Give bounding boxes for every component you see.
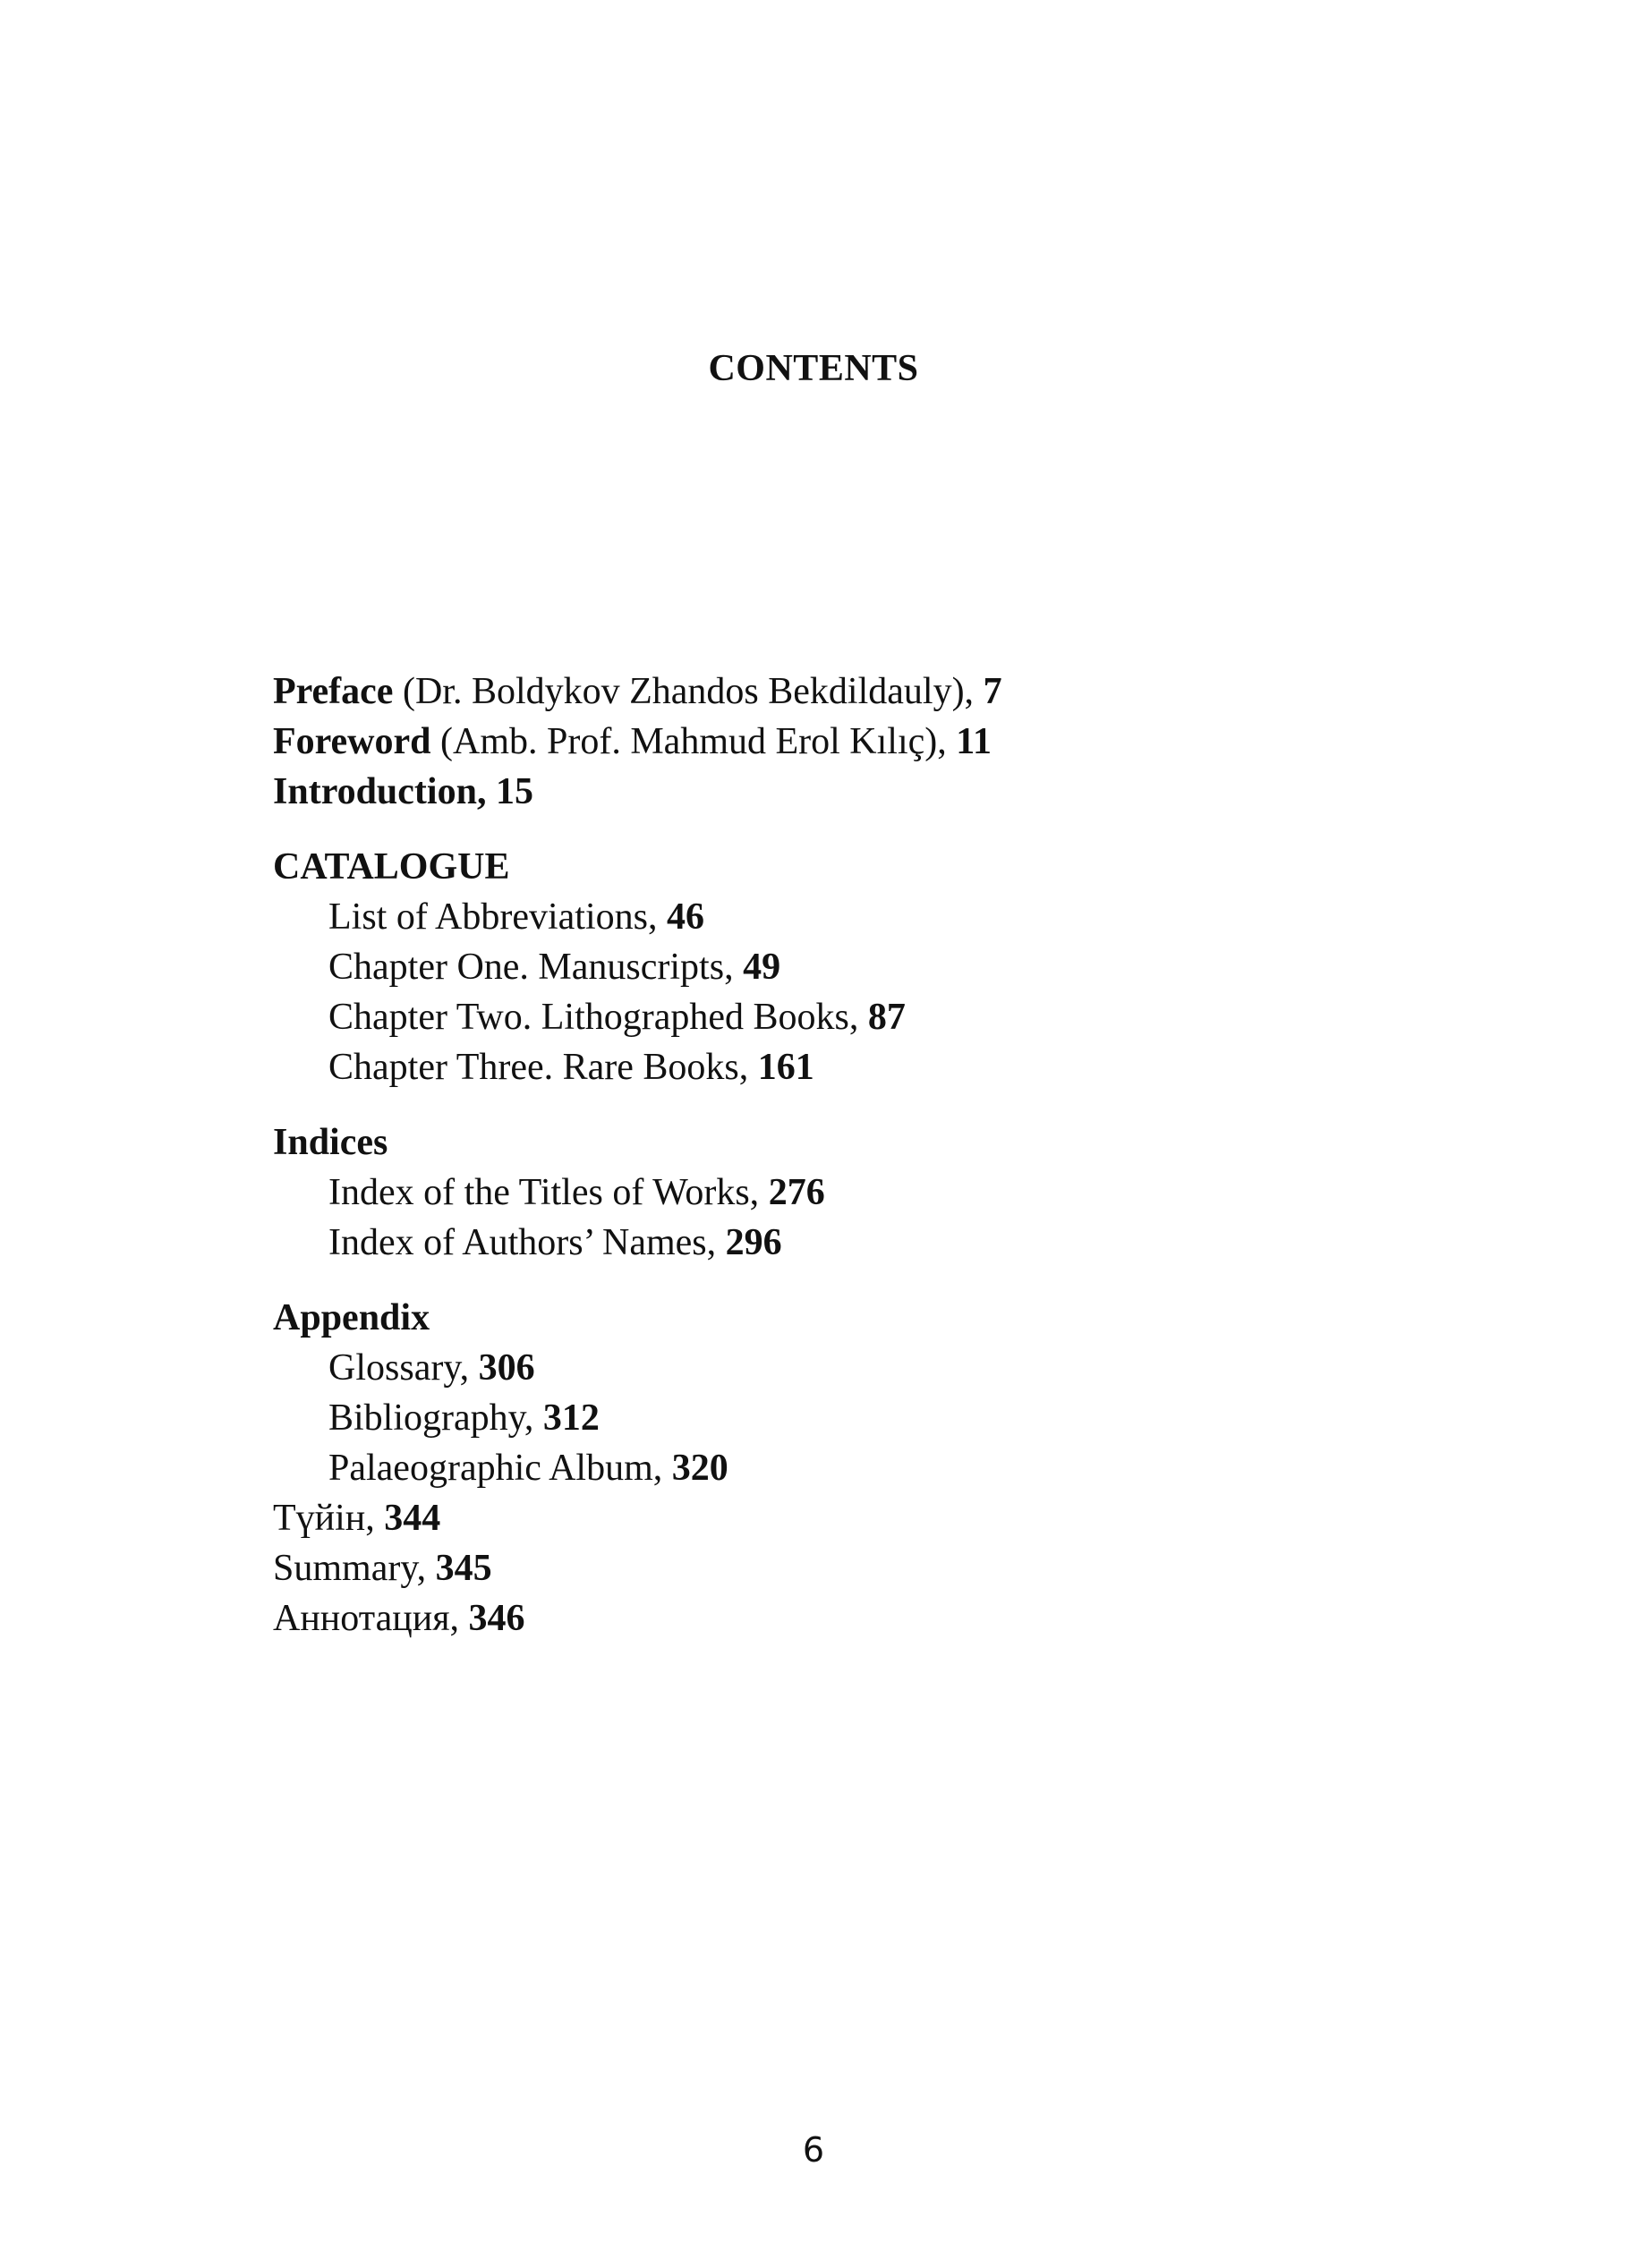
- section-heading-indices: Indices: [273, 1122, 388, 1163]
- toc-entry-glossary[interactable]: [273, 1343, 1436, 1393]
- toc-entry-page: 344: [384, 1498, 441, 1539]
- toc-entry-chapter-two[interactable]: [273, 992, 1436, 1042]
- toc-entry-page: 161: [757, 1047, 814, 1088]
- toc-entry-page: 306: [478, 1347, 535, 1389]
- toc-entry-text: Bibliography,: [328, 1397, 543, 1439]
- toc-entry-text: Summary,: [273, 1548, 436, 1589]
- toc-entry-page: 46: [666, 896, 704, 938]
- toc-entry-label: Foreword: [273, 721, 431, 762]
- toc-entry-text: Аннотация,: [273, 1598, 469, 1639]
- toc-entry-text: Index of the Titles of Works,: [328, 1172, 769, 1213]
- toc-entry-index-titles[interactable]: [273, 1168, 1436, 1218]
- toc-entry-page: 320: [671, 1448, 728, 1489]
- toc-entry-page: 87: [867, 997, 906, 1038]
- toc-entry-label: Preface: [273, 671, 394, 712]
- toc-entry-page: 11: [956, 721, 992, 762]
- toc-entry-detail: (Amb. Prof. Mahmud Erol Kılıç),: [430, 721, 957, 762]
- toc-entry-page: 276: [768, 1172, 825, 1213]
- toc-entry-page: 7: [983, 671, 1002, 712]
- section-heading-catalogue: CATALOGUE: [273, 846, 510, 888]
- toc-entry-text: Chapter One. Manuscripts,: [328, 947, 744, 988]
- toc-entry-text: Chapter Three. Rare Books,: [328, 1047, 758, 1088]
- toc-entry-text: List of Abbreviations,: [328, 896, 667, 938]
- section-heading-appendix: Appendix: [273, 1297, 430, 1338]
- toc-entry-index-authors[interactable]: [273, 1218, 1436, 1268]
- toc-entry-foreword[interactable]: [273, 717, 1436, 767]
- page-number: 6: [802, 2130, 825, 2170]
- toc-entry-chapter-one[interactable]: [273, 942, 1436, 992]
- toc-entry-summary[interactable]: [273, 1543, 1436, 1593]
- toc-entry-text: Chapter Two. Lithographed Books,: [328, 997, 868, 1038]
- toc-entry-label: Introduction, 15: [273, 771, 533, 812]
- toc-entry-chapter-three[interactable]: [273, 1042, 1436, 1092]
- table-of-contents: [273, 667, 1436, 1644]
- toc-entry-page: 345: [435, 1548, 492, 1589]
- toc-entry-introduction[interactable]: [273, 767, 1436, 817]
- toc-entry-text: Index of Authors’ Names,: [328, 1222, 726, 1263]
- toc-entry-annotatsiya[interactable]: [273, 1593, 1436, 1644]
- toc-entry-text: Glossary,: [328, 1347, 479, 1389]
- toc-entry-bibliography[interactable]: [273, 1393, 1436, 1443]
- toc-entry-preface[interactable]: [273, 667, 1436, 717]
- toc-entry-page: 312: [542, 1397, 600, 1439]
- toc-entry-text: Palaeographic Album,: [328, 1448, 672, 1489]
- toc-entry-page: 49: [743, 947, 781, 988]
- toc-entry-tuyin[interactable]: [273, 1493, 1436, 1543]
- toc-entry-page: 296: [725, 1222, 782, 1263]
- page-title: CONTENTS: [708, 348, 919, 389]
- toc-entry-palaeographic-album[interactable]: [273, 1443, 1436, 1493]
- toc-entry-abbreviations[interactable]: [273, 892, 1436, 942]
- toc-entry-text: Түйін,: [273, 1498, 385, 1539]
- toc-entry-detail: (Dr. Boldykov Zhandos Bekdildauly),: [393, 671, 984, 712]
- toc-entry-page: 346: [468, 1598, 525, 1639]
